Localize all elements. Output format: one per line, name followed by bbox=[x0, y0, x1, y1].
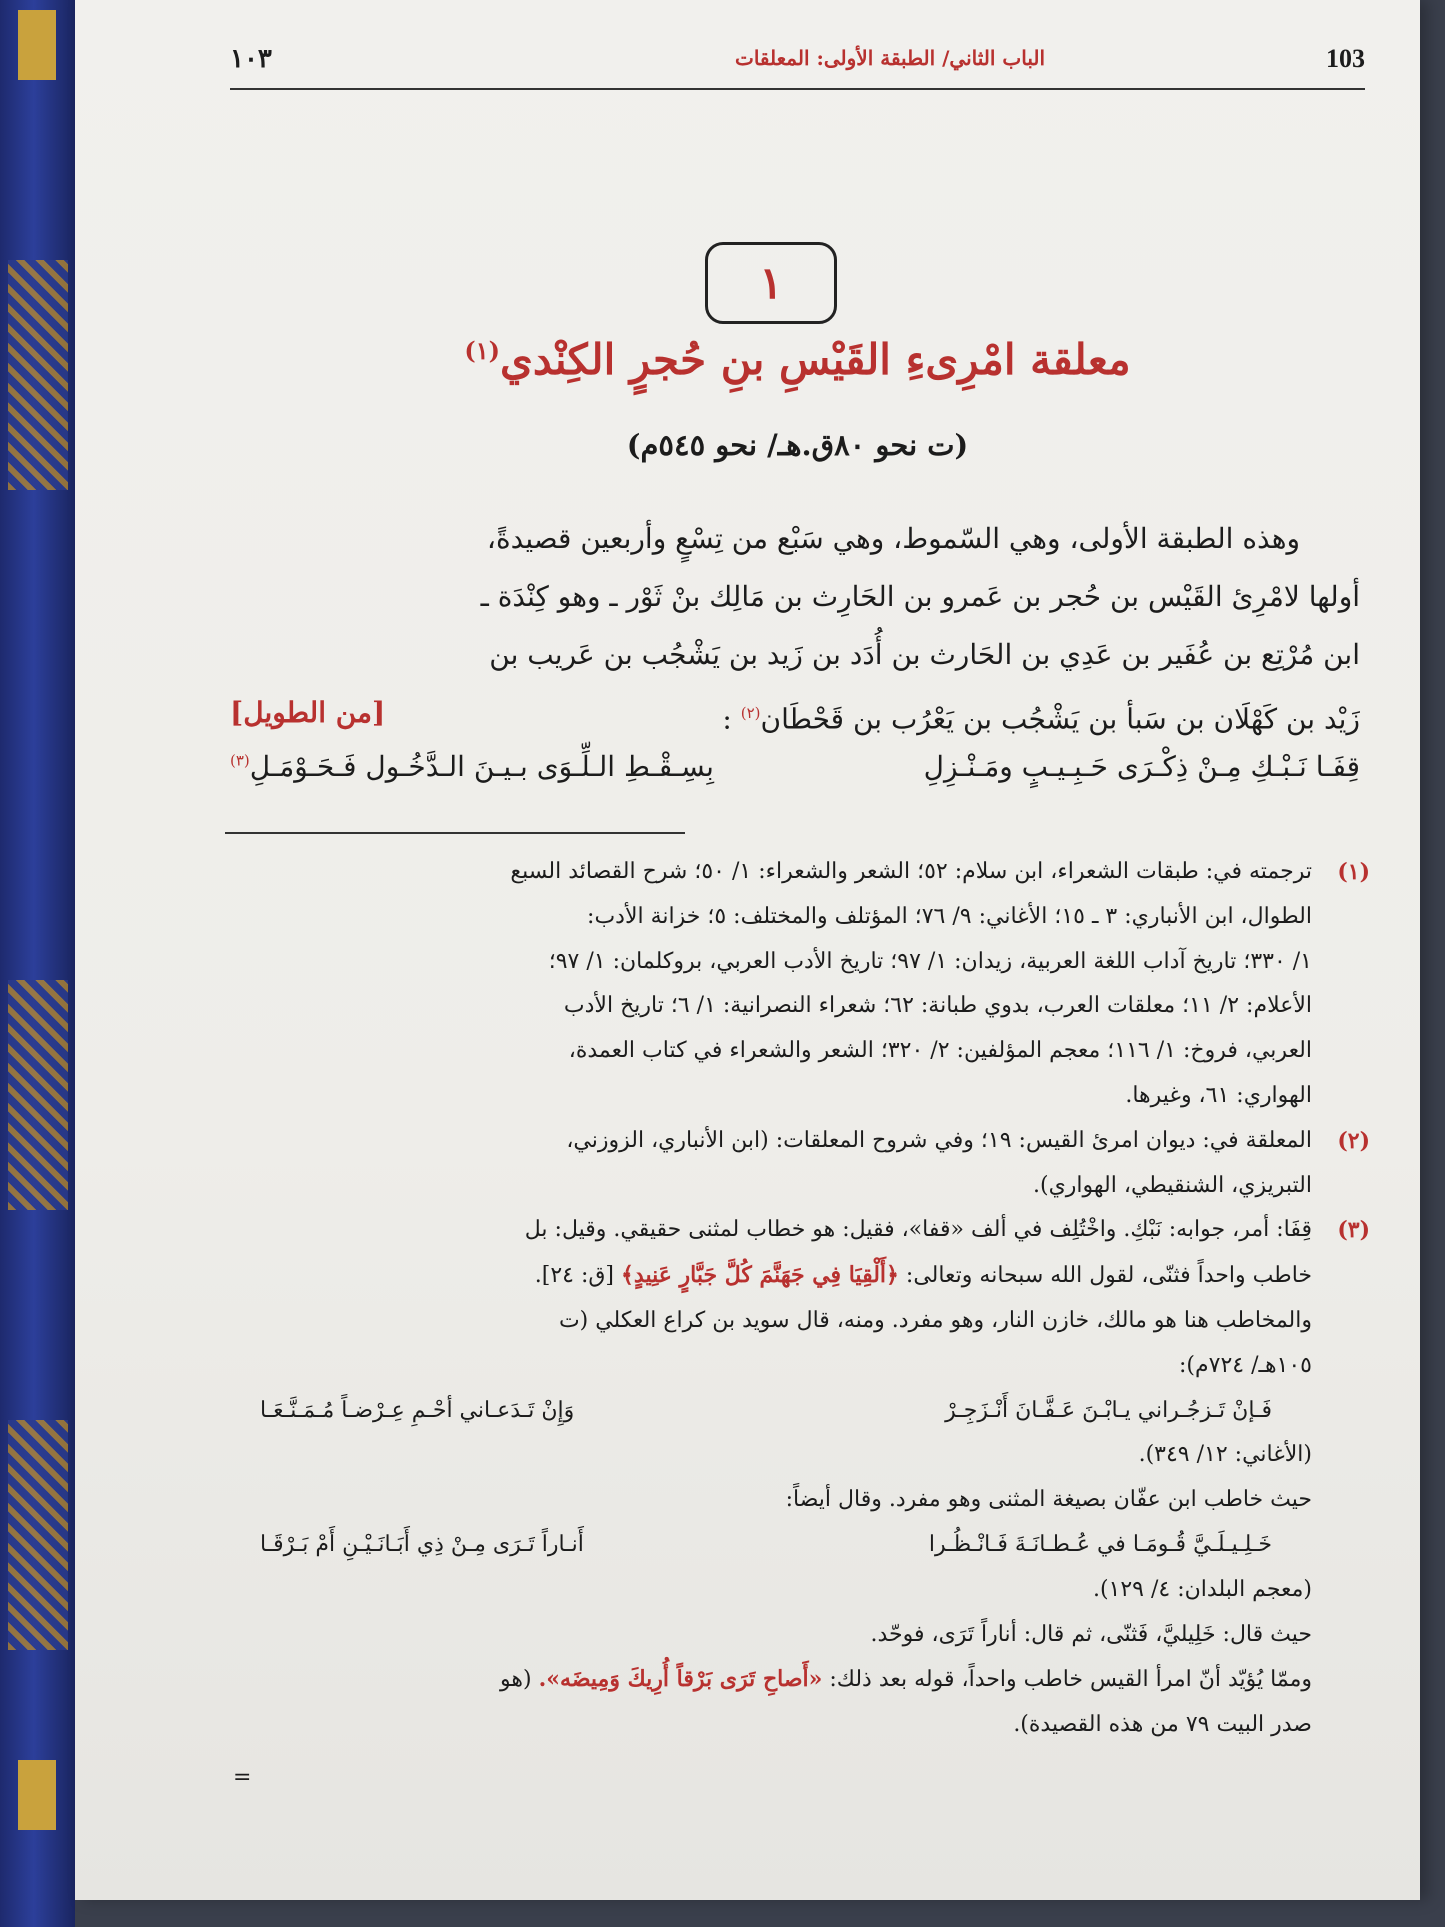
footnote-line: والمخاطب هنا هو مالك، خازن النار، وهو مفرد. ومنه، قال سويد بن كراع العكلي (ت bbox=[558, 1307, 1312, 1333]
footnote-line: الهواري: ٦١، وغيرها. bbox=[1125, 1082, 1312, 1108]
title-footnote-ref[interactable]: (١) bbox=[464, 336, 500, 365]
chapter-number: ١ bbox=[759, 257, 783, 309]
verse-first-hemistich: قِفَـا نَـبْـكِ مِـنْ ذِكْـرَى حَـبِـيـبٍ ومَـنْـزِلِ bbox=[923, 750, 1360, 783]
spine-ornament bbox=[8, 260, 68, 490]
footnote-line: المعلقة في: ديوان امرئ القيس: ١٩؛ وفي شروح المعلقات: (ابن الأنباري، الزوزني، bbox=[566, 1127, 1312, 1153]
book-spine bbox=[0, 0, 75, 1927]
chapter-number-box bbox=[705, 242, 837, 324]
verse-footnote-ref[interactable]: (٣) bbox=[230, 751, 250, 770]
footnote-line: الأعلام: ٢/ ١١؛ معلقات العرب، بدوي طبانة: ٦٢؛ شعراء النصرانية: ١/ ٦؛ تاريخ الأدب bbox=[563, 993, 1312, 1019]
quoted-verse-first-hemistich: فَـإنْ تَـزجُـراني يـابْـنَ عَـفَّـانَ أَنْـزَجِـرْ bbox=[945, 1397, 1272, 1423]
footnote-mark: (٢) bbox=[1337, 1127, 1370, 1154]
poem-title bbox=[230, 335, 1365, 384]
verse-second-hemistich: بِسِـقْـطِ الـلِّـوَى بـيـنَ الـدَّخُـول فَـحَـوْمَـلِ$^{(٣)}$ bbox=[230, 750, 714, 783]
quran-reference: [ق: ٢٤]. bbox=[534, 1263, 615, 1289]
footnote-line: الطوال، ابن الأنباري: ٣ ـ ١٥؛ الأغاني: ٩/ ٧٦؛ المؤتلف والمختلف: ٥؛ خزانة الأدب: bbox=[587, 903, 1312, 929]
footnote-line: التبريزي، الشنقيطي، الهواري). bbox=[1033, 1172, 1312, 1198]
poet-dates: (ت نحو ٨٠ق.هـ/ نحو ٥٤٥م) bbox=[626, 428, 969, 462]
meter-label: [من الطويل] bbox=[230, 696, 386, 729]
footnote-line: ١/ ٣٣٠؛ تاريخ آداب اللغة العربية، زيدان: ١/ ٩٧؛ تاريخ الأدب العربي، بروكلمان: ١/ ٩٧؛ bbox=[548, 948, 1312, 974]
intro-paragraph bbox=[230, 510, 1360, 748]
footnote-mark: (٣) bbox=[1337, 1217, 1370, 1244]
poem-title-text: معلقة امْرِىءِ القَيْسِ بنِ حُجرٍ الكِنْدي bbox=[500, 335, 1131, 384]
footnote-1 bbox=[230, 850, 1370, 1119]
footnote-divider bbox=[225, 832, 685, 834]
footnote-line: العربي، فروخ: ١/ ١١٦؛ معجم المؤلفين: ٢/ ٣٢٠؛ الشعر والشعراء في كتاب العمدة، bbox=[568, 1038, 1312, 1064]
footnote-line: خاطب واحداً فثنّى، لقول الله سبحانه وتعالى: ﴿أَلْقِيَا فِي جَهَنَّمَ كُلَّ جَبَّارٍ عَنِيدٍ﴾ [ق: ٢٤]. bbox=[534, 1262, 1312, 1289]
footnote-2 bbox=[230, 1119, 1370, 1209]
quoted-verse-second-hemistich: أَنـاراً تَـرَى مِـنْ ذِي أَبَـانَـيْـنِ أَمْ بَـرْقَـا bbox=[260, 1531, 584, 1557]
footnote-line: صدر البيت ٧٩ من هذه القصيدة). bbox=[1013, 1712, 1312, 1738]
footnote-line: وممّا يُؤيّد أنّ امرأ القيس خاطب واحداً، قوله بعد ذلك: «أَصاحِ تَرَى بَرْقاً أُرِيكَ وَمِيضَه». (هو bbox=[500, 1666, 1312, 1693]
footnote-line: ترجمته في: طبقات الشعراء، ابن سلام: ٥٢؛ الشعر والشعراء: ١/ ٥٠؛ شرح القصائد السبع bbox=[510, 859, 1312, 884]
continuation-mark: = bbox=[233, 1765, 252, 1790]
quoted-verse bbox=[230, 1523, 1312, 1568]
footnote-line: حيث خاطب ابن عفّان بصيغة المثنى وهو مفرد. وقال أيضاً: bbox=[785, 1487, 1312, 1513]
running-title: الباب الثاني/ الطبقة الأولى: المعلقات bbox=[735, 46, 1045, 70]
intro-line: زَيْد بن كَهْلَان بن سَبأ بن يَشْجُب بن يَعْرُب بن قَحْطَان$^{(٢)}$ : [من الطويل] bbox=[230, 684, 1360, 748]
source-citation: (معجم البلدان: ٤/ ١٢٩). bbox=[1092, 1576, 1312, 1602]
quoted-verse-first-hemistich: خَـلِـيـلَـيَّ قُـومَـا في عُـطـانَـةَ فَـانْـظُـرا bbox=[928, 1531, 1272, 1557]
spine-corner-bottom bbox=[18, 1760, 56, 1830]
footnote-line: ١٠٥هـ/ ٧٢٤م): bbox=[1179, 1352, 1312, 1378]
footnote-mark: (١) bbox=[1337, 859, 1370, 885]
footnote-line: قِفَا: أمر، جوابه: نَبْكِ. واخْتُلِف في ألف «قفا»، فقيل: هو خطاب لمثنى حقيقي. وقيل: بل bbox=[524, 1217, 1312, 1243]
footnotes bbox=[230, 850, 1370, 1748]
footnote-line: حيث قال: خَلِيليَّ، فَثنّى، ثم قال: أناراً تَرَى، فوحّد. bbox=[870, 1621, 1312, 1647]
page-number-arabic: ١٠٣ bbox=[230, 44, 272, 74]
opening-verse bbox=[230, 750, 1360, 810]
quoted-verse bbox=[230, 1389, 1312, 1434]
intro-line: وهذه الطبقة الأولى، وهي السّموط، وهي سَبْع من تِسْعٍ وأربعين قصيدةً، bbox=[486, 522, 1300, 555]
spine-ornament bbox=[8, 1420, 68, 1650]
page-number-latin: 103 bbox=[1326, 44, 1365, 73]
spine-corner-top bbox=[18, 10, 56, 80]
quoted-verse-second-hemistich: وَإِنْ تَـدَعـاني أحْـمِ عِـرْضـاً مُـمَـنَّـعَـا bbox=[260, 1397, 575, 1423]
page-header bbox=[230, 38, 1365, 90]
spine-ornament bbox=[8, 980, 68, 1210]
intro-line: أولها لامْرِئ القَيْس بن حُجر بن عَمرو بن الحَارِث بن مَالِك بنْ ثَوْر ـ وهو كِنْدَة ـ bbox=[480, 580, 1360, 613]
intro-line: ابن مُرْتِع بن عُفَير بن عَدِي بن الحَارث بن أُدَد بن زَيد بن يَشْجُب بن عَريب بن bbox=[489, 638, 1360, 671]
footnote-3 bbox=[230, 1208, 1370, 1748]
intro-footnote-ref[interactable]: (٢) bbox=[740, 704, 761, 722]
verse-quote: «أَصاحِ تَرَى بَرْقاً أُرِيكَ وَمِيضَه». bbox=[538, 1666, 823, 1693]
source-citation: (الأغاني: ١٢/ ٣٤٩). bbox=[1138, 1442, 1312, 1468]
quran-quote: ﴿أَلْقِيَا فِي جَهَنَّمَ كُلَّ جَبَّارٍ عَنِيدٍ﴾ bbox=[621, 1262, 899, 1289]
book-page bbox=[75, 0, 1420, 1900]
